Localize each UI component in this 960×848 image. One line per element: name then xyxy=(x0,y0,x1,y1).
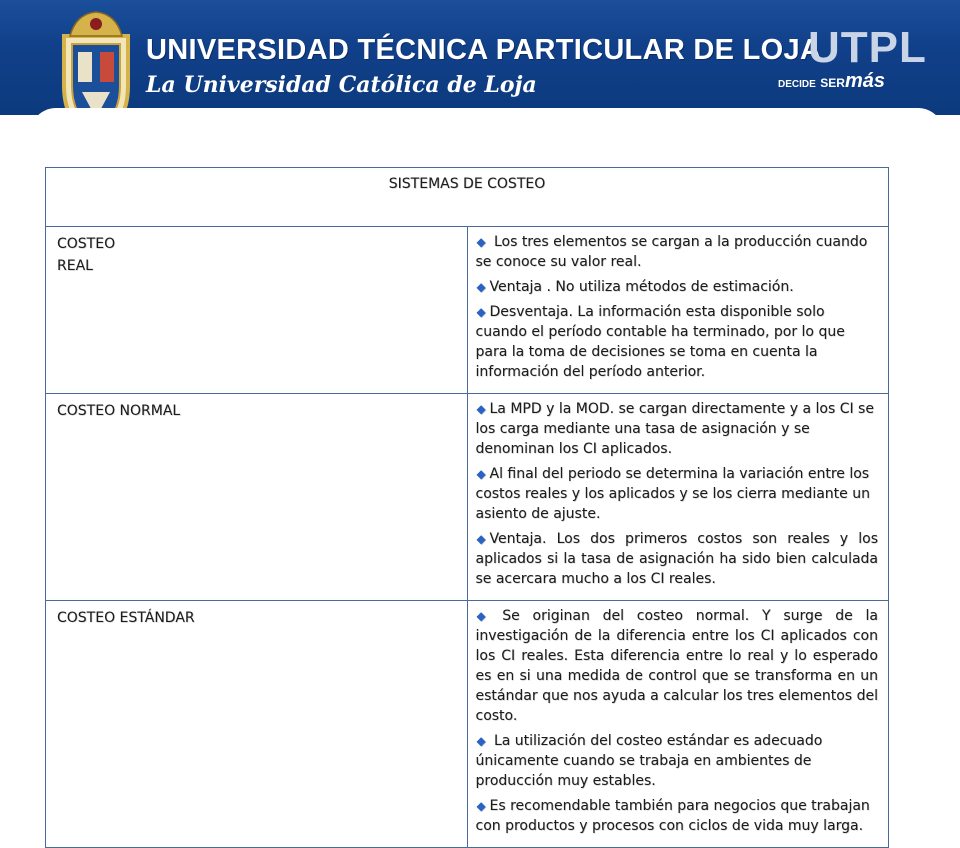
diamond-bullet-icon: ◆ xyxy=(476,402,486,416)
bullet-text: Al final del periodo se determina la variación entre los costos reales y los aplicados y se los cierra mediante un asiento de ajuste. xyxy=(475,466,870,522)
diamond-bullet-icon: ◆ xyxy=(476,799,486,813)
row-label-line: REAL xyxy=(57,258,93,274)
diamond-bullet-icon: ◆ xyxy=(476,280,486,294)
diamond-bullet-icon: ◆ xyxy=(476,467,486,481)
diamond-bullet-icon: ◆ xyxy=(476,235,486,249)
logo-tagline-decide: DECIDE xyxy=(778,79,816,90)
utpl-logo-text: UTPL xyxy=(808,23,927,72)
row-label xyxy=(46,601,468,848)
banner-curve xyxy=(30,108,944,148)
row-label-line: COSTEO xyxy=(57,236,116,252)
table-row xyxy=(46,394,889,601)
row-label xyxy=(46,227,468,394)
header-banner xyxy=(0,0,960,115)
bullet-text: Se originan del costeo normal. Y surge de la investigación de la diferencia entre los CI aplicados con los CI reales. Esta diferencia entre lo real y lo esperado es en si una medida de control que se transforma en un estándar que nos ayuda a calcular los tres elementos del costo. xyxy=(475,608,878,724)
row-description xyxy=(467,227,889,394)
costing-systems-table xyxy=(45,167,889,848)
bullet-text: Ventaja . No utiliza métodos de estimación. xyxy=(489,279,794,295)
row-description xyxy=(467,601,889,848)
table-title: SISTEMAS DE COSTEO xyxy=(46,168,889,227)
bullet-text: Ventaja. Los dos primeros costos son reales y los aplicados si la tasa de asignación ha sido bien calculada se acercara mucho a los CI reales. xyxy=(475,531,878,587)
diamond-bullet-icon: ◆ xyxy=(476,734,486,748)
table-row xyxy=(46,601,889,848)
row-label xyxy=(46,394,468,601)
bullet-text: Los tres elementos se cargan a la producción cuando se conoce su valor real. xyxy=(475,234,868,270)
row-description xyxy=(467,394,889,601)
logo-tagline-ser: SER xyxy=(820,76,845,90)
table-row xyxy=(46,227,889,394)
row-label-line: COSTEO ESTÁNDAR xyxy=(57,610,195,626)
bullet-text: La MPD y la MOD. se cargan directamente y a los CI se los carga mediante una tasa de asignación y se denominan los CI aplicados. xyxy=(475,401,874,457)
diamond-bullet-icon: ◆ xyxy=(476,532,486,546)
university-name: UNIVERSIDAD TÉCNICA PARTICULAR DE LOJA xyxy=(146,34,822,66)
utpl-logo xyxy=(778,23,927,96)
logo-tagline xyxy=(778,70,885,93)
bullet-text: Es recomendable también para negocios que trabajan con productos y procesos con ciclos de vida muy larga. xyxy=(475,798,870,834)
diamond-bullet-icon: ◆ xyxy=(476,609,486,623)
bullet-text: La utilización del costeo estándar es adecuado únicamente cuando se trabaja en ambientes de producción muy estables. xyxy=(475,733,823,789)
bullet-text: Desventaja. La información esta disponible solo cuando el período contable ha terminado, por lo que para la toma de decisiones se toma en cuenta la información del período anterior. xyxy=(475,304,845,380)
university-subtitle: La Universidad Católica de Loja xyxy=(146,72,537,98)
logo-tagline-mas: más xyxy=(844,70,885,92)
diamond-bullet-icon: ◆ xyxy=(476,305,486,319)
row-label-line: COSTEO NORMAL xyxy=(57,403,181,419)
